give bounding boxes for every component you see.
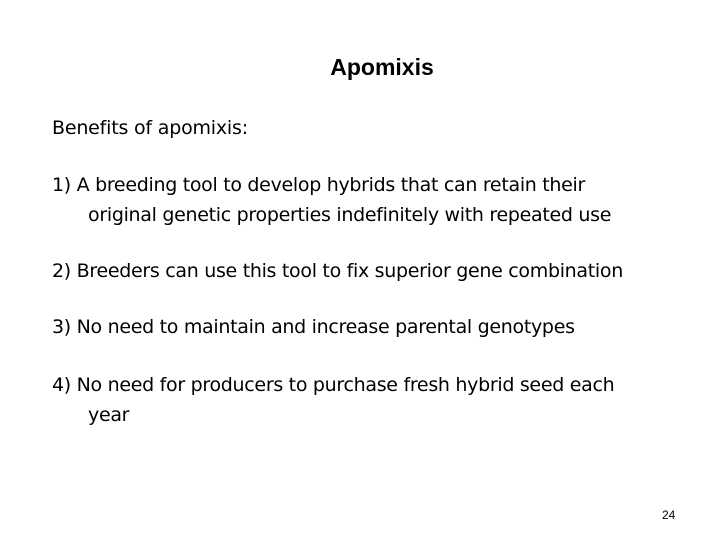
slide-title: Apomixis [330,54,434,80]
benefit-item-4-line-2: year [88,404,130,426]
benefit-item-2 [52,256,623,286]
benefit-item-3 [52,312,575,342]
benefit-item-1-line-1: 1) A breeding tool to develop hybrids that can retain their [52,174,586,196]
benefit-item-1-line-2: original genetic properties indefinitely with repeated use [88,204,612,226]
page-number: 24 [662,508,676,522]
benefit-item-2-line-1: 2) Breeders can use this tool to fix superior gene combination [52,260,623,282]
intro-text: Benefits of apomixis: [52,117,248,139]
benefit-item-4 [52,370,614,430]
benefit-item-3-line-1: 3) No need to maintain and increase parental genotypes [52,316,575,338]
benefit-item-4-line-1: 4) No need for producers to purchase fresh hybrid seed each [52,374,615,396]
benefit-item-1 [52,170,611,230]
